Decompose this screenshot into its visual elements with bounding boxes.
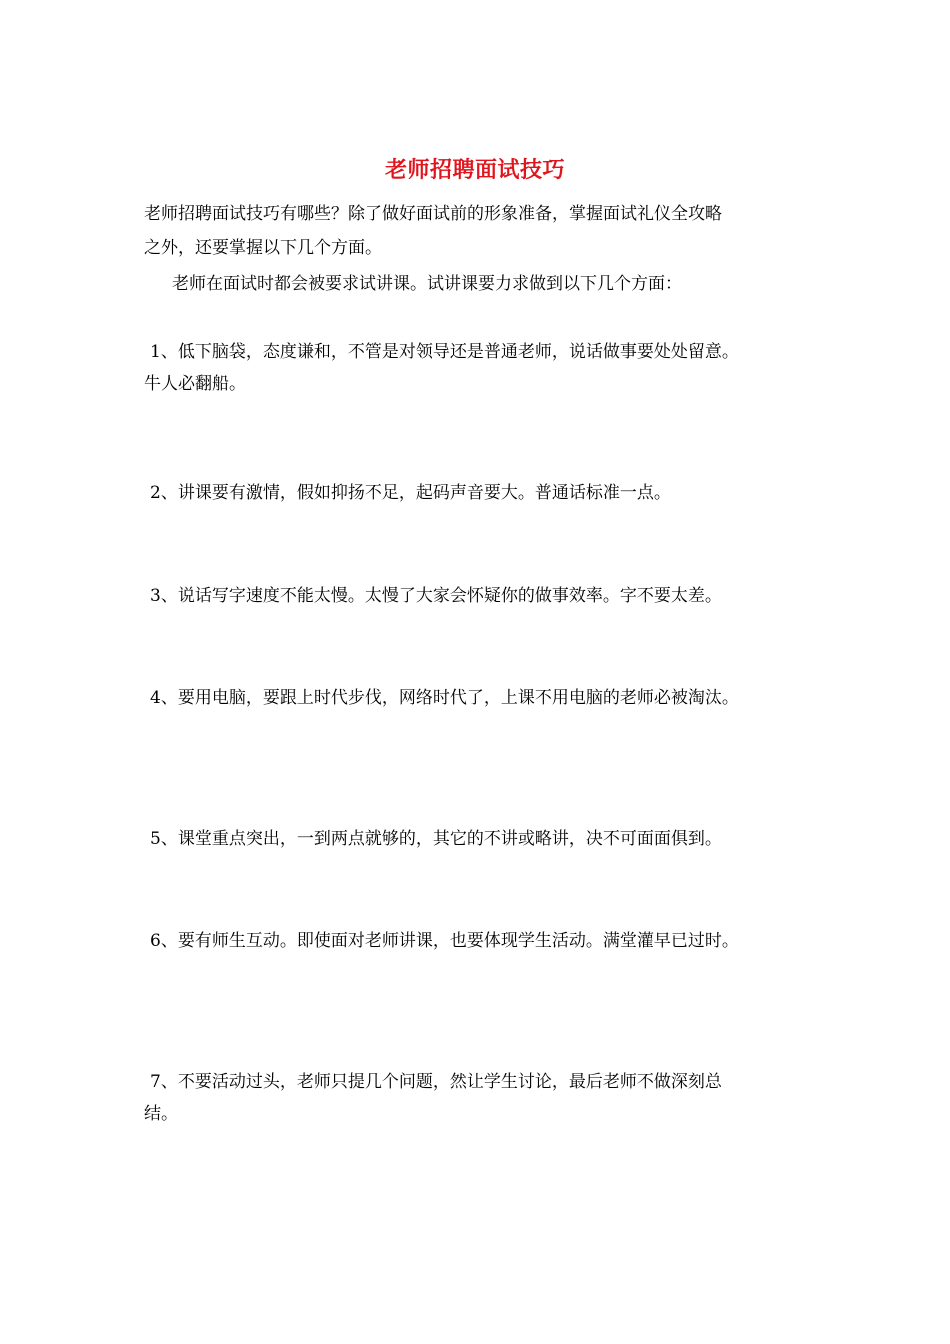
list-item-3 (150, 580, 722, 612)
list-item-1-line-2: 牛人必翻船。 (144, 374, 246, 394)
list-item-5 (150, 823, 722, 855)
list-item-2-line-1: 2、讲课要有激情，假如抑扬不足，起码声音要大。普通话标准一点。 (150, 483, 671, 503)
list-item-6-line-1: 6、要有师生互动。即使面对老师讲课，也要体现学生活动。满堂灌早已过时。 (150, 931, 739, 951)
list-item-1 (144, 336, 739, 400)
document-title: 老师招聘面试技巧 (384, 157, 565, 183)
list-item-7-line-1: 7、不要活动过头，老师只提几个问题，然让学生讨论，最后老师不做深刻总 (150, 1072, 722, 1092)
intro-paragraph-line-1: 老师招聘面试技巧有哪些？除了做好面试前的形象准备，掌握面试礼仪全攻略 (144, 204, 722, 224)
list-item-5-line-1: 5、课堂重点突出，一到两点就够的，其它的不讲或略讲，决不可面面俱到。 (150, 829, 722, 849)
intro-paragraph-line-3: 老师在面试时都会被要求试讲课。试讲课要力求做到以下几个方面： (172, 274, 682, 294)
list-item-3-line-1: 3、说话写字速度不能太慢。太慢了大家会怀疑你的做事效率。字不要太差。 (150, 586, 722, 606)
list-item-7-line-2: 结。 (144, 1104, 178, 1124)
list-item-1-line-1: 1、低下脑袋，态度谦和，不管是对领导还是普通老师，说话做事要处处留意。 (150, 342, 739, 362)
list-item-6 (150, 925, 739, 957)
list-item-7 (144, 1066, 722, 1130)
list-item-2 (150, 477, 671, 509)
list-item-4-line-1: 4、要用电脑，要跟上时代步伐，网络时代了，上课不用电脑的老师必被淘汰。 (150, 688, 739, 708)
intro-paragraph-line-2: 之外，还要掌握以下几个方面。 (144, 238, 382, 258)
list-item-4 (150, 682, 739, 714)
